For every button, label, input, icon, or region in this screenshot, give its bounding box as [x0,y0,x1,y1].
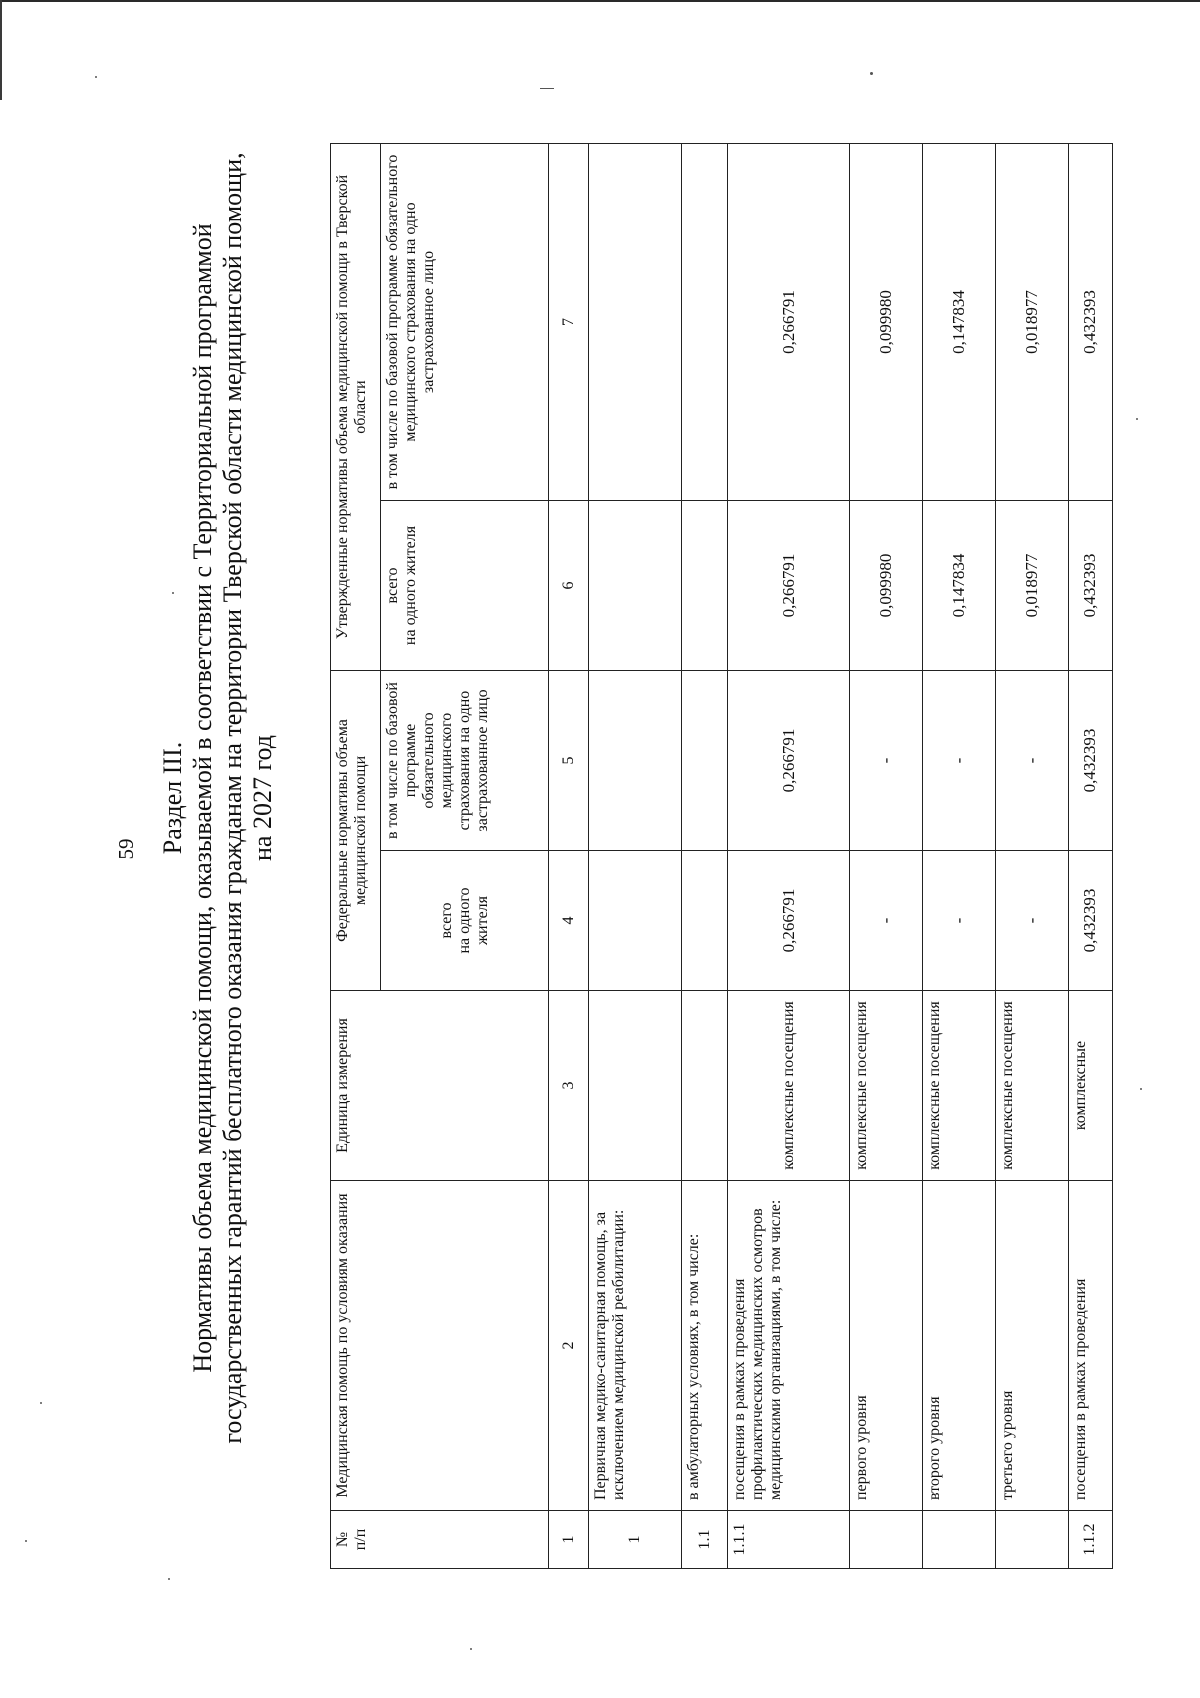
row-number: 1.1.1 [728,1511,850,1569]
row-federal-oms: - [922,671,995,851]
scan-speck [25,1540,27,1542]
row-number: 1 [589,1511,682,1569]
section-title-line-2: Нормативы объема медицинской помощи, оказываемой в соответствии с Территориальной программой [188,223,217,1373]
header-federal-norms: Федеральные нормативы объема медицинской помощи [331,671,381,991]
scan-speck [172,592,174,594]
row-approved-oms: 0,266791 [728,144,850,501]
section-title-line-4: на 2027 год [248,735,277,861]
header-care-conditions: Медицинская помощь по условиям оказания [331,1181,549,1511]
table-row [995,144,1068,1569]
column-number: 5 [549,671,589,851]
row-approved-total: 0,432393 [1068,501,1112,671]
row-federal-oms: 0,432393 [1068,671,1112,851]
row-unit [681,991,727,1181]
row-approved-oms: 0,018977 [995,144,1068,501]
row-unit: комплексные посещения [728,991,850,1181]
row-approved-oms: 0,099980 [849,144,922,501]
row-unit: комплексные посещения [995,991,1068,1181]
row-unit [589,991,682,1181]
table-row [681,144,727,1569]
row-federal-total: - [849,851,922,991]
header-approved-norms: Утвержденные нормативы объема медицинской помощи в Тверской области [331,144,381,671]
row-approved-total [681,501,727,671]
table-row [728,144,850,1569]
row-approved-oms [589,144,682,501]
row-care-name: в амбулаторных условиях, в том числе: [681,1181,727,1511]
section-title-line-1: Раздел III. [158,741,187,855]
header-row-number: № п/п [331,1511,549,1569]
header-unit: Единица измерения [331,991,549,1181]
row-care-name: первого уровня [849,1181,922,1511]
scan-speck [470,1648,472,1650]
row-unit: комплексные посещения [849,991,922,1181]
scan-speck [870,72,873,75]
column-number-row [549,144,589,1569]
scan-speck [95,76,97,78]
row-approved-total [589,501,682,671]
row-federal-oms: - [849,671,922,851]
row-federal-oms [681,671,727,851]
row-care-name: второго уровня [922,1181,995,1511]
header-federal-oms: в том числе по базовой программе обязательного медицинского страхования на одно застрахованное лицо [381,671,549,851]
volume-norms-table [330,143,1113,1569]
table-row [849,144,922,1569]
scan-speck [168,1578,170,1580]
scan-speck [540,88,554,89]
row-federal-oms: - [995,671,1068,851]
table-row [922,144,995,1569]
row-approved-oms [681,144,727,501]
scan-speck [1140,1088,1142,1090]
header-approved-oms: в том числе по базовой программе обязательного медицинского страхования на одно застрахованное лицо [381,144,549,501]
row-federal-oms [589,671,682,851]
row-unit: комплексные посещения [922,991,995,1181]
row-care-name: третьего уровня [995,1181,1068,1511]
table-row [1068,144,1112,1569]
row-approved-oms: 0,147834 [922,144,995,501]
row-federal-total [589,851,682,991]
table-row [589,144,682,1569]
row-care-name: посещения в рамках проведения [1068,1181,1112,1511]
scan-speck [40,1402,42,1404]
header-approved-total: всего на одного жителя [381,501,549,671]
row-approved-oms: 0,432393 [1068,144,1112,501]
row-approved-total: 0,018977 [995,501,1068,671]
section-title [158,88,278,1508]
row-number [922,1511,995,1569]
header-federal-total: всего на одного жителя [381,851,549,991]
row-number: 1.1.2 [1068,1511,1112,1569]
row-federal-total: 0,266791 [728,851,850,991]
row-unit: комплексные [1068,991,1112,1181]
row-care-name: Первичная медико-санитарная помощь, за исключением медицинской реабилитации: [589,1181,682,1511]
column-number: 3 [549,991,589,1181]
column-number: 7 [549,144,589,501]
page-number: 59 [114,838,138,860]
row-federal-total: - [922,851,995,991]
row-federal-total [681,851,727,991]
column-number: 4 [549,851,589,991]
row-federal-total: - [995,851,1068,991]
column-number: 6 [549,501,589,671]
row-approved-total: 0,147834 [922,501,995,671]
row-care-name: посещения в рамках проведения профилактических медицинских осмотров медицинскими организациями, в том числе: [728,1181,850,1511]
column-number: 1 [549,1511,589,1569]
row-number [849,1511,922,1569]
row-number: 1.1 [681,1511,727,1569]
row-approved-total: 0,266791 [728,501,850,671]
row-federal-oms: 0,266791 [728,671,850,851]
row-federal-total: 0,432393 [1068,851,1112,991]
row-number [995,1511,1068,1569]
row-approved-total: 0,099980 [849,501,922,671]
scan-speck [1136,418,1138,420]
section-title-line-3: государственных гарантий бесплатного оказания гражданам на территории Тверской области медицинской помощи, [218,152,247,1444]
column-number: 2 [549,1181,589,1511]
